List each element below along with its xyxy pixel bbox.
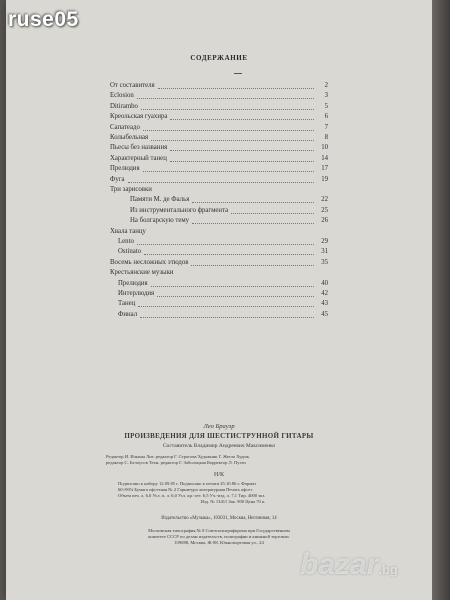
watermark-bottom-name: bazar (300, 548, 379, 581)
toc-leader (158, 88, 314, 89)
watermark-bottom-suffix: .bg (378, 562, 398, 577)
toc-item-title: Интерлюдия (118, 290, 155, 297)
toc-item-title: Характерный танец (110, 154, 167, 162)
toc-item-title: Ditirambo (110, 102, 138, 110)
toc-title: СОДЕРЖАНИЕ (190, 54, 248, 62)
toc-item (110, 207, 328, 215)
toc-item (110, 103, 328, 111)
toc-item-page: 29 (321, 238, 328, 245)
toc-item (110, 196, 328, 204)
toc-item-title: Крестьянские музыки (110, 269, 174, 277)
toc-item-page: 10 (321, 144, 328, 152)
toc-item-page: 3 (324, 92, 328, 100)
toc-item-title: Колыбельная (110, 134, 149, 141)
toc-leader (170, 161, 314, 162)
toc-item (110, 290, 328, 298)
watermark-bottom (300, 548, 398, 582)
toc-item (110, 186, 328, 194)
toc-item (110, 124, 328, 132)
toc-item-title: Восемь несложных этюдов (110, 258, 189, 266)
toc-item-page: 14 (321, 154, 328, 162)
page-edge (432, 0, 450, 600)
toc-item (110, 269, 328, 277)
toc-item (110, 82, 328, 90)
toc-leader (151, 286, 314, 287)
toc-leader (141, 109, 314, 110)
colophon-hk: Н/К (213, 472, 224, 478)
toc-leader (191, 265, 314, 266)
toc-item-page: 26 (321, 217, 328, 225)
toc-item-page: 35 (321, 258, 328, 266)
toc-item-page: 40 (321, 279, 328, 287)
toc-leader (128, 182, 314, 183)
toc-item (110, 113, 328, 121)
toc-item-title: Из инструментального фрагмента (130, 206, 229, 214)
colophon-print-info (118, 481, 348, 505)
toc-item-page: 17 (321, 165, 328, 173)
toc-leader (192, 223, 314, 224)
toc-item-title: Фуга (110, 175, 125, 183)
toc-item (110, 248, 328, 256)
toc-item-title: Пьесы без названия (110, 144, 168, 152)
toc-item-title: Lento (118, 238, 134, 245)
toc-item-page: 45 (321, 310, 328, 318)
printery-line: 109088, Москва, Ж-88, Южнопортовая ул., 24 (174, 540, 264, 545)
toc-leader (170, 150, 314, 151)
toc-item-page: 6 (324, 113, 328, 121)
toc-item-title: Прелюдия (110, 165, 140, 173)
toc-leader (157, 296, 314, 297)
toc-item-title: Креольская гуахира (110, 113, 168, 121)
toc-item-title: Сапатеадо (110, 123, 140, 131)
toc-item-title: Памяти М. де Фалья (130, 196, 190, 204)
toc-item (110, 280, 328, 288)
toc-item-title: Финал (118, 310, 138, 318)
toc-item (110, 176, 328, 184)
toc-item (110, 134, 328, 142)
toc-leader (151, 140, 314, 141)
toc-leader (143, 130, 314, 131)
toc-item (110, 311, 328, 319)
toc-item-title: Танец (118, 300, 136, 308)
print-line: 60×90⅛ Бумага офсетная № 2 Гарнитура литературная Печать офсет (118, 487, 253, 492)
printery-line: Московская типография № 8 Союзполиграфпрома при Государственном (148, 528, 290, 533)
toc-item (110, 144, 328, 152)
print-line: Подписано к набору 12.09.85 г. Подписано к печати 25.10.86 г. Формат (118, 481, 257, 486)
book-page (6, 0, 432, 600)
toc-item-page: 22 (321, 196, 328, 204)
colophon-compiler: Составитель Владимир Андреевич Максименко (162, 443, 276, 449)
toc-leader (170, 119, 314, 120)
toc-leader (137, 244, 314, 245)
toc-item-page: 7 (324, 123, 328, 131)
colophon-publisher: Издательство «Музыка», 103031, Москва, Неглинная, 14 (161, 516, 277, 521)
title-divider (234, 73, 242, 74)
toc-item-page: 5 (324, 102, 328, 110)
toc-item-page: 2 (324, 82, 328, 89)
staff-line: Редактор И. Ильина Лит. редактор Г. Строгова Художник Г. Жегло Худож. (106, 454, 251, 459)
toc-item (110, 238, 328, 246)
colophon-author: Лео Брауэр (203, 423, 235, 430)
toc-item (110, 259, 328, 267)
toc-item (110, 300, 328, 308)
staff-line: редактор С. Белоусов Техн. редактор Г. Заболоцкая Корректор Л. Пугач (106, 460, 246, 465)
colophon-staff (106, 454, 346, 466)
toc-leader (140, 317, 314, 318)
toc-item-page: 43 (321, 300, 328, 308)
colophon-title: ПРОИЗВЕДЕНИЯ ДЛЯ ШЕСТИСТРУННОЙ ГИТАРЫ (124, 432, 314, 440)
toc-item-page: 31 (321, 248, 328, 256)
toc-leader (143, 171, 314, 172)
watermark-top: ruse05 (8, 8, 79, 31)
toc-leader (138, 306, 314, 307)
toc-item-title: От составителя (110, 82, 155, 89)
toc-leader (192, 202, 314, 203)
toc-item-title: Хвала танцу (110, 227, 146, 235)
toc-item-page: 25 (321, 206, 328, 214)
toc-item (110, 155, 328, 163)
toc-item (110, 228, 328, 236)
toc-item (110, 92, 328, 100)
toc-leader (137, 98, 314, 99)
colophon-printery (6, 528, 432, 546)
print-line: Объем печ. л. 6,0 Усл. п. л. 6,0 Усл. кр.-отт. 6,5 Уч.-изд. л. 7,1 Тир. 4000 экз. (118, 493, 266, 498)
toc-item-page: 19 (321, 175, 328, 183)
toc-item-title: Три зарисовки (110, 186, 152, 193)
toc-item-title: Ostinato (118, 248, 142, 256)
toc-item (110, 165, 328, 173)
printery-line: комитете СССР по делам издательств, полиграфии и книжной торговли. (148, 534, 290, 539)
toc-item (110, 217, 328, 225)
toc-leader (231, 213, 314, 214)
toc-leader (144, 254, 314, 255)
toc-item-title: На болгарскую тему (130, 217, 190, 225)
print-line: Изд. № 13411 Зак. 900 Цена 70 к. (200, 499, 266, 504)
toc-item-title: Eclosion (110, 92, 134, 100)
toc-item-title: Прелюдия (118, 279, 148, 287)
toc-item-page: 42 (321, 290, 328, 297)
toc-item-page: 8 (324, 134, 328, 141)
